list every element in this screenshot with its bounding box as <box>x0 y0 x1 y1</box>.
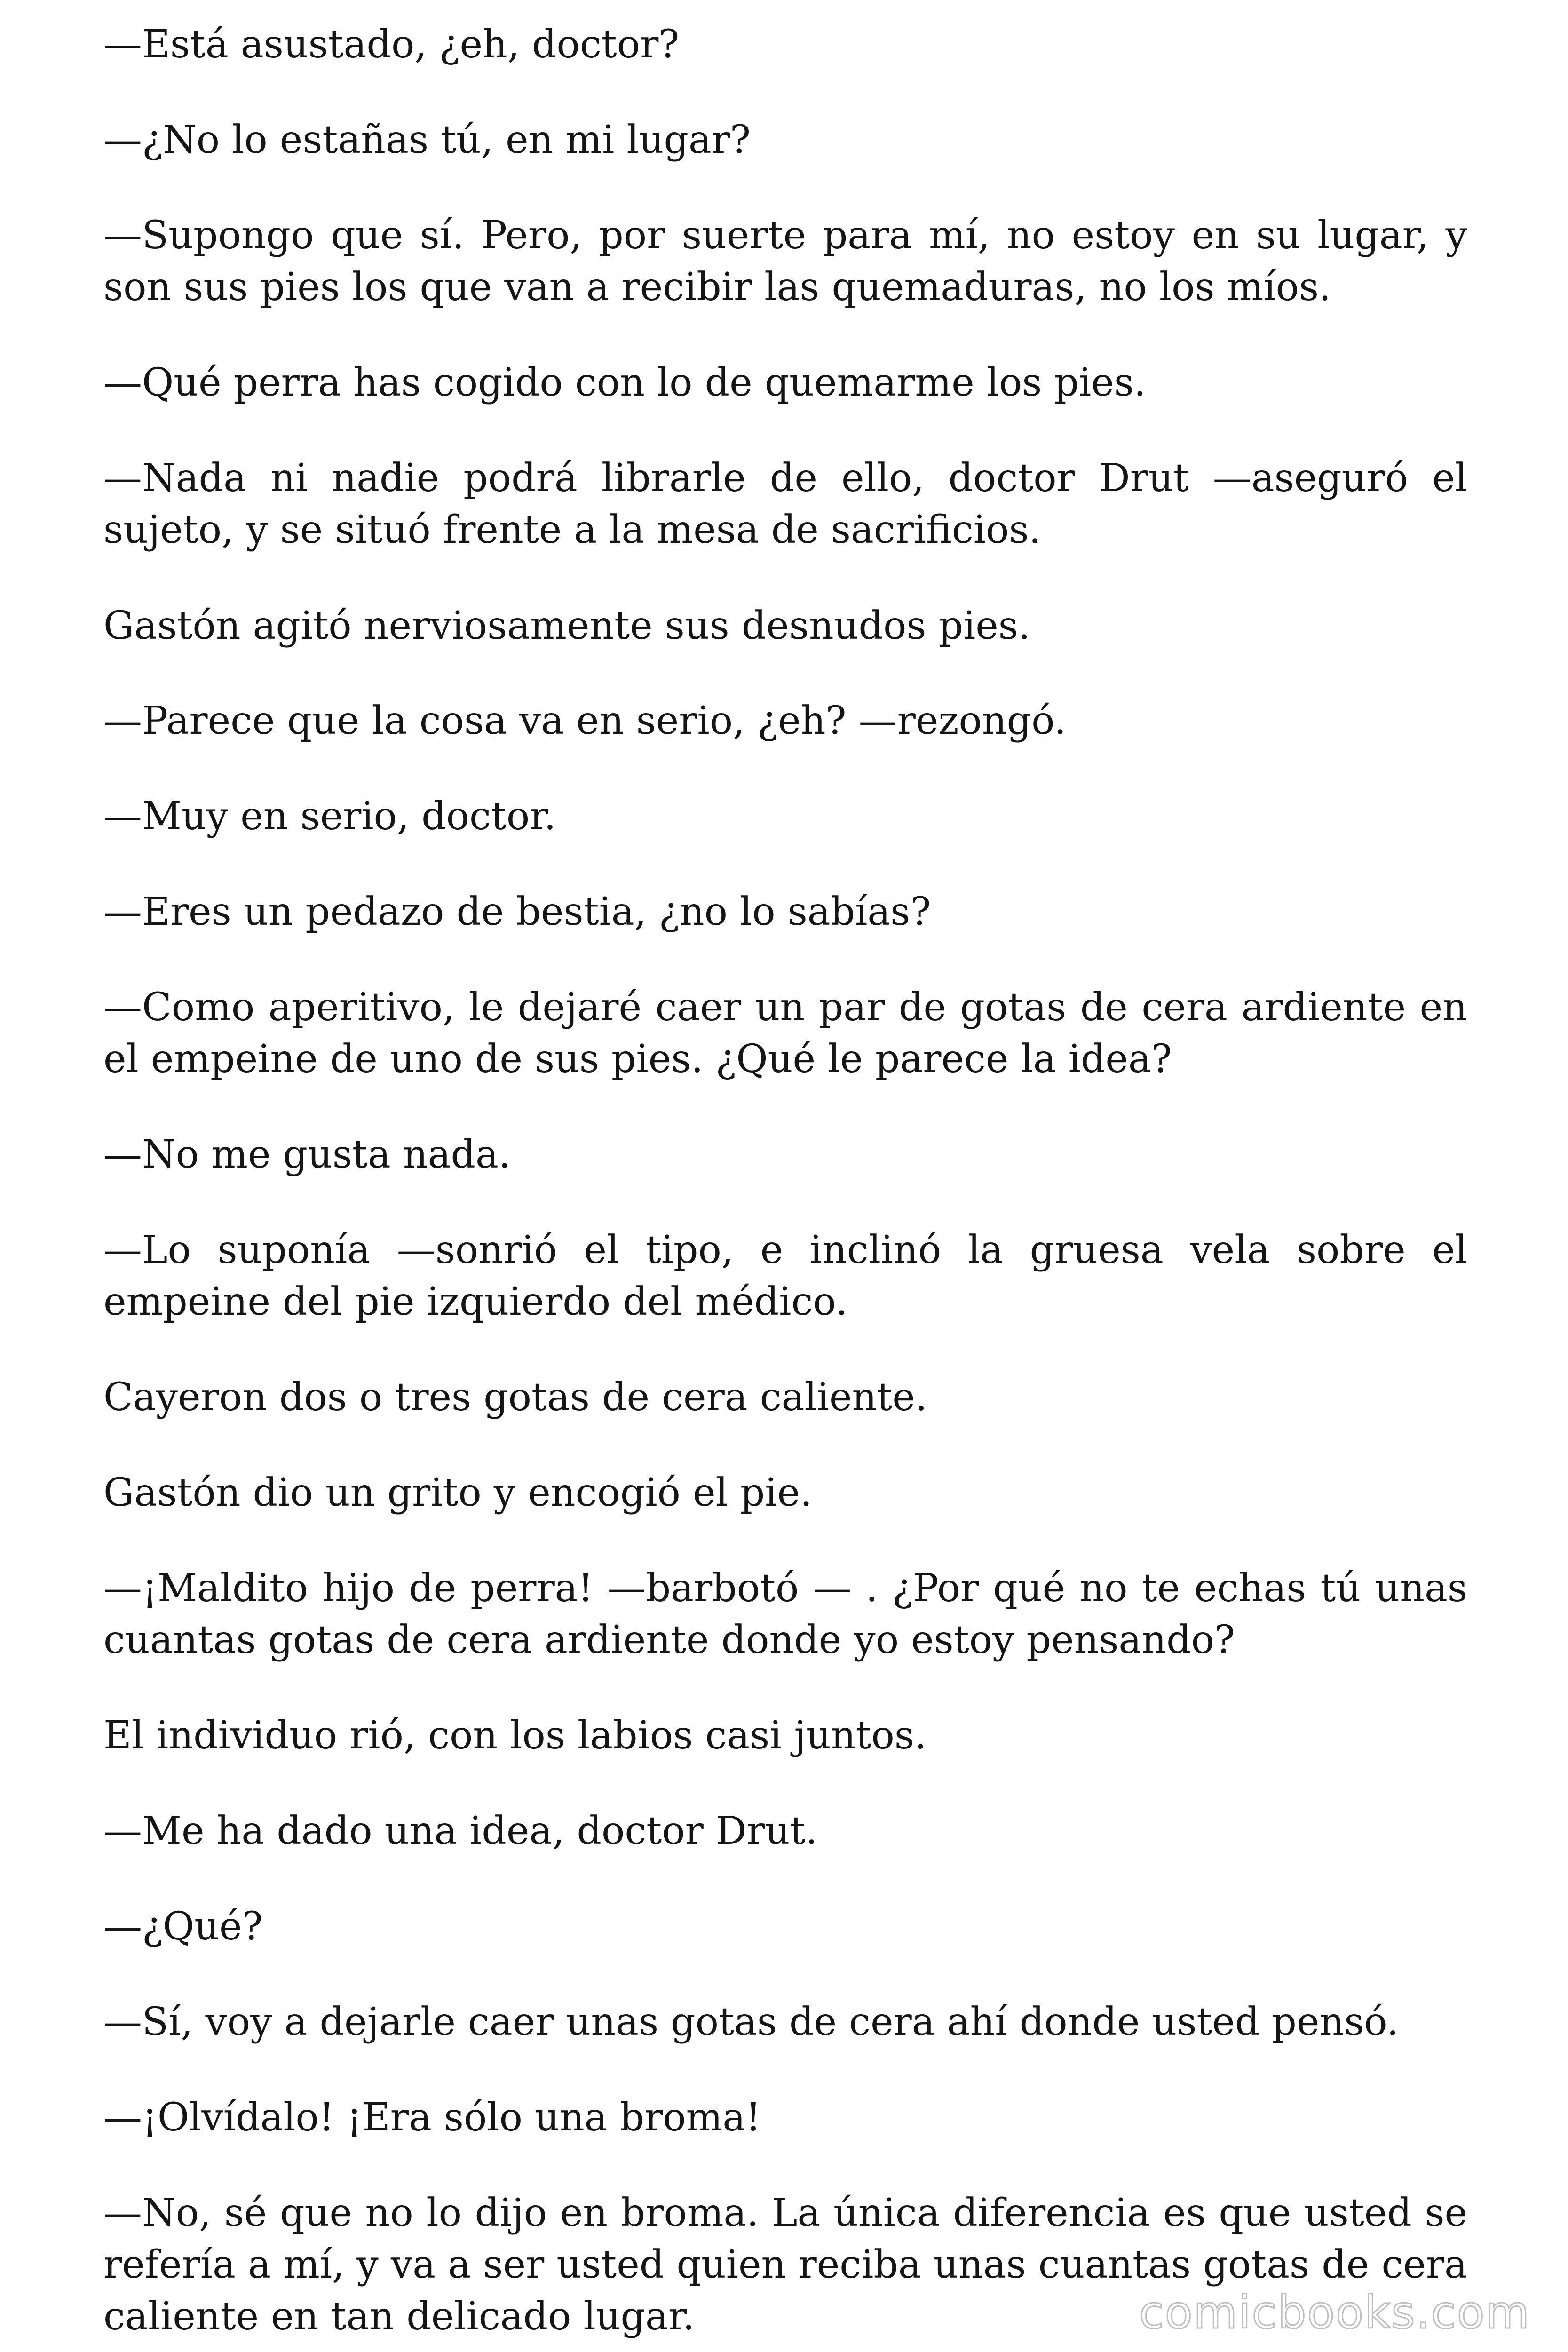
paragraph-11: —No me gusta nada. <box>103 1132 511 1177</box>
paragraph-7: —Parece que la cosa va en serio, ¿eh? —rezongó. <box>103 699 1067 743</box>
paragraph-20: —¡Olvídalo! ¡Era sólo una broma! <box>103 2095 761 2140</box>
paragraph-18: —¿Qué? <box>103 1904 263 1949</box>
paragraph-14: Gastón dio un grito y encogió el pie. <box>103 1470 813 1515</box>
watermark: comicbooks.com <box>1139 2286 1530 2339</box>
paragraph-3: —Supongo que sí. Pero, por suerte para mí, no estoy en su lugar, y son sus pies los que van a recibir las quemaduras, no los míos. <box>103 213 1467 310</box>
paragraph-1: —Está asustado, ¿eh, doctor? <box>103 22 680 67</box>
paragraph-5: —Nada ni nadie podrá librarle de ello, doctor Drut —aseguró el sujeto, y se situó frente a la mesa de sacrificios. <box>103 456 1467 552</box>
paragraph-6: Gastón agitó nerviosamente sus desnudos pies. <box>103 604 1030 648</box>
paragraph-13: Cayeron dos o tres gotas de cera caliente. <box>103 1375 927 1420</box>
paragraph-12: —Lo suponía —sonrió el tipo, e inclinó la gruesa vela sobre el empeine del pie izquierdo del médico. <box>103 1228 1467 1324</box>
paragraph-8: —Muy en serio, doctor. <box>103 794 556 839</box>
paragraph-2: —¿No lo estañas tú, en mi lugar? <box>103 118 751 162</box>
paragraph-19: —Sí, voy a dejarle caer unas gotas de cera ahí donde usted pensó. <box>103 2000 1399 2044</box>
paragraph-4: —Qué perra has cogido con lo de quemarme los pies. <box>103 360 1146 405</box>
paragraph-16: El individuo rió, con los labios casi juntos. <box>103 1713 927 1758</box>
paragraph-17: —Me ha dado una idea, doctor Drut. <box>103 1809 818 1853</box>
paragraph-21: —No, sé que no lo dijo en broma. La única diferencia es que usted se refería a mí, y va a ser usted quien reciba unas cuantas gotas de cera caliente en tan delicado lugar. <box>103 2191 1467 2339</box>
paragraph-15: —¡Maldito hijo de perra! —barbotó — . ¿Por qué no te echas tú unas cuantas gotas de cera ardiente donde yo estoy pensando? <box>103 1566 1467 1662</box>
paragraph-9: —Eres un pedazo de bestia, ¿no lo sabías? <box>103 890 931 934</box>
paragraph-10: —Como aperitivo, le dejaré caer un par de gotas de cera ardiente en el empeine de uno de sus pies. ¿Qué le parece la idea? <box>103 985 1467 1081</box>
